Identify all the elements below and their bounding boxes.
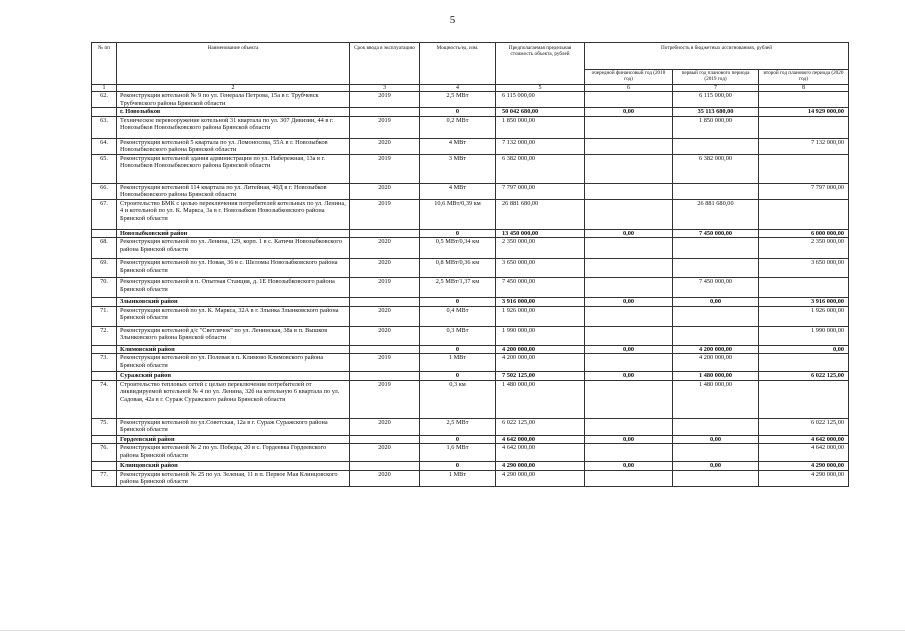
row-number: 65.	[92, 154, 117, 183]
need-2019: 1 480 000,00	[673, 372, 759, 381]
object-name: Техническое перевооружение котельной 31 квартала по ул. 307 Дивизии, 44 в г. Новозыбков Новозыбковского района Брянской области	[117, 116, 350, 138]
object-name: Климовский район	[117, 345, 350, 354]
commission-year	[350, 372, 420, 381]
need-2018	[585, 444, 673, 462]
table-row	[92, 92, 849, 108]
row-number	[92, 298, 117, 307]
scan-artifact-line	[0, 630, 905, 631]
need-2018: 0,00	[585, 372, 673, 381]
header-need: Потребность в бюджетных ассигнованиях, рублей	[585, 43, 849, 70]
need-2020: 4 290 000,00	[759, 462, 849, 471]
capacity: 0	[420, 345, 496, 354]
need-2018	[585, 199, 673, 229]
table-row	[92, 326, 849, 345]
object-name: Реконструкция котельной по ул. К. Маркса, 32А в г. Злынка Злынковского района Брянской области	[117, 306, 350, 326]
need-2019	[673, 183, 759, 199]
header-year: Срок ввода в эксплуатацию	[350, 43, 420, 85]
commission-year: 2020	[350, 138, 420, 154]
need-2019	[673, 326, 759, 345]
column-number: 2	[117, 85, 350, 92]
need-2020: 0,00	[759, 345, 849, 354]
capacity: 1 МВт	[420, 354, 496, 372]
capacity: 1 МВт	[420, 470, 496, 486]
need-2018: 0,00	[585, 298, 673, 307]
need-2018	[585, 183, 673, 199]
estimated-cost: 7 132 000,00	[496, 138, 585, 154]
need-2020: 4 642 000,00	[759, 444, 849, 462]
capacity: 4 МВт	[420, 183, 496, 199]
commission-year: 2020	[350, 326, 420, 345]
capacity: 0	[420, 435, 496, 444]
need-2019: 1 480 000,00	[673, 380, 759, 418]
need-2019: 4 200 000,00	[673, 345, 759, 354]
need-2020: 14 929 000,00	[759, 108, 849, 117]
need-2019	[673, 418, 759, 435]
row-number	[92, 229, 117, 238]
need-2019: 7 450 000,00	[673, 229, 759, 238]
header-2020: второй год планового периода (2020 год)	[759, 70, 849, 85]
need-2018	[585, 380, 673, 418]
table-row	[92, 238, 849, 259]
header-2018: очередной финансовый год (2018 год)	[585, 70, 673, 85]
object-name: Реконструкция котельной № 2 по ул. Победы, 20 в с. Гордеевка Гордеевского района Брянской области	[117, 444, 350, 462]
column-number: 4	[420, 85, 496, 92]
capacity: 0	[420, 298, 496, 307]
investment-table	[91, 42, 849, 487]
row-number	[92, 345, 117, 354]
object-name: Суражский район	[117, 372, 350, 381]
need-2020: 2 350 000,00	[759, 238, 849, 259]
estimated-cost: 6 022 125,00	[496, 418, 585, 435]
subtotal-row	[92, 298, 849, 307]
object-name: Реконструкция котельной № 25 по ул. Зеленая, 11 в п. Первое Мая Клинцовского района Брянской области	[117, 470, 350, 486]
column-number-row	[92, 85, 849, 92]
row-number: 72.	[92, 326, 117, 345]
row-number: 76.	[92, 444, 117, 462]
need-2019: 6 115 000,00	[673, 92, 759, 108]
header-name: Наименование объекта	[117, 43, 350, 85]
column-number: 3	[350, 85, 420, 92]
need-2019	[673, 470, 759, 486]
capacity: 0,3 МВт	[420, 326, 496, 345]
commission-year	[350, 108, 420, 117]
need-2018	[585, 470, 673, 486]
row-number: 68.	[92, 238, 117, 259]
need-2020: 7 132 000,00	[759, 138, 849, 154]
table-row	[92, 259, 849, 278]
capacity: 0,2 МВт	[420, 116, 496, 138]
row-number: 77.	[92, 470, 117, 486]
commission-year: 2020	[350, 470, 420, 486]
commission-year: 2019	[350, 92, 420, 108]
capacity: 4 МВт	[420, 138, 496, 154]
commission-year: 2020	[350, 444, 420, 462]
commission-year	[350, 229, 420, 238]
object-name: Реконструкция котельной по ул.Советская, 12а в г. Сураж Суражского района Брянской области	[117, 418, 350, 435]
table-row	[92, 306, 849, 326]
capacity: 0	[420, 462, 496, 471]
table-row	[92, 116, 849, 138]
need-2020	[759, 92, 849, 108]
column-number: 1	[92, 85, 117, 92]
need-2018: 0,00	[585, 108, 673, 117]
need-2020: 3 916 000,00	[759, 298, 849, 307]
need-2018	[585, 154, 673, 183]
commission-year: 2019	[350, 380, 420, 418]
commission-year: 2019	[350, 278, 420, 298]
capacity: 0,3 км	[420, 380, 496, 418]
commission-year	[350, 345, 420, 354]
row-number: 71.	[92, 306, 117, 326]
commission-year: 2019	[350, 154, 420, 183]
object-name: Реконструкция котельной 5 квартала по ул. Ломоносова, 55А в г. Новозыбков Новозыбковского района Брянской области	[117, 138, 350, 154]
object-name: Реконструкция котельной здания администрации по ул. Набережная, 13а в г. Новозыбков Новозыбковского района Брянской области	[117, 154, 350, 183]
need-2018	[585, 326, 673, 345]
table-row	[92, 354, 849, 372]
row-number: 70.	[92, 278, 117, 298]
capacity: 1,6 МВт	[420, 444, 496, 462]
need-2020: 6 000 000,00	[759, 229, 849, 238]
estimated-cost: 7 797 000,00	[496, 183, 585, 199]
object-name: Реконструкция котельной 114 квартала по ул. Литейная, 40Д в г. Новозыбков Новозыбковского района Брянской области	[117, 183, 350, 199]
commission-year	[350, 435, 420, 444]
table-row	[92, 418, 849, 435]
row-number	[92, 462, 117, 471]
commission-year: 2020	[350, 306, 420, 326]
need-2020: 7 797 000,00	[759, 183, 849, 199]
need-2020: 6 022 125,00	[759, 372, 849, 381]
header-power: Мощность/ед. изм.	[420, 43, 496, 85]
header-num: № пп	[92, 43, 117, 85]
need-2018: 0,00	[585, 435, 673, 444]
commission-year: 2020	[350, 183, 420, 199]
subtotal-row	[92, 229, 849, 238]
need-2020: 4 642 000,00	[759, 435, 849, 444]
subtotal-row	[92, 462, 849, 471]
estimated-cost: 6 382 000,00	[496, 154, 585, 183]
commission-year: 2019	[350, 354, 420, 372]
capacity: 2,5 МВт	[420, 418, 496, 435]
object-name: Реконструкция котельной д/с "Светлячок" по ул. Ленинская, 38а в п. Вышков Злынковского района Брянской области	[117, 326, 350, 345]
estimated-cost: 3 650 000,00	[496, 259, 585, 278]
commission-year: 2019	[350, 116, 420, 138]
need-2018: 0,00	[585, 229, 673, 238]
column-number: 6	[585, 85, 673, 92]
column-number: 8	[759, 85, 849, 92]
subtotal-row	[92, 372, 849, 381]
estimated-cost: 1 850 000,00	[496, 116, 585, 138]
need-2020	[759, 199, 849, 229]
need-2019: 1 850 000,00	[673, 116, 759, 138]
table-row	[92, 183, 849, 199]
table-row	[92, 199, 849, 229]
estimated-cost: 4 200 000,00	[496, 345, 585, 354]
object-name: Клинцовский район	[117, 462, 350, 471]
need-2018	[585, 306, 673, 326]
capacity: 10,6 МВт/0,39 км	[420, 199, 496, 229]
capacity: 0	[420, 372, 496, 381]
object-name: Реконструкция котельной № 9 по ул. Генерала Петрова, 15а в г. Трубчевск Трубчевского района Брянской области	[117, 92, 350, 108]
object-name: Реконструкция котельной по ул. Ленина, 129, корп. 1 в с. Катичи Новозыбковского района Брянской области	[117, 238, 350, 259]
need-2019: 0,00	[673, 435, 759, 444]
estimated-cost: 13 450 000,00	[496, 229, 585, 238]
header-cost: Предполагаемая предельная стоимость объекта, рублей	[496, 43, 585, 85]
need-2018	[585, 116, 673, 138]
estimated-cost: 1 926 000,00	[496, 306, 585, 326]
table-row	[92, 444, 849, 462]
estimated-cost: 3 916 000,00	[496, 298, 585, 307]
object-name: Реконструкция котельной в п. Опытная Станция, д. 1Е Новозыбковского района Брянской области	[117, 278, 350, 298]
commission-year	[350, 298, 420, 307]
page-number: 5	[449, 14, 456, 26]
estimated-cost: 4 290 000,00	[496, 462, 585, 471]
need-2020	[759, 354, 849, 372]
estimated-cost: 1 480 000,00	[496, 380, 585, 418]
table-row	[92, 154, 849, 183]
estimated-cost: 4 290 000,00	[496, 470, 585, 486]
need-2020	[759, 154, 849, 183]
capacity: 0	[420, 108, 496, 117]
need-2019	[673, 238, 759, 259]
row-number: 75.	[92, 418, 117, 435]
object-name: г. Новозыбков	[117, 108, 350, 117]
need-2019: 0,00	[673, 298, 759, 307]
estimated-cost: 4 642 000,00	[496, 435, 585, 444]
commission-year: 2020	[350, 259, 420, 278]
table-row	[92, 470, 849, 486]
need-2019: 26 881 680,00	[673, 199, 759, 229]
need-2018	[585, 92, 673, 108]
table-body	[92, 92, 849, 487]
need-2018	[585, 354, 673, 372]
row-number	[92, 435, 117, 444]
estimated-cost: 7 502 125,00	[496, 372, 585, 381]
row-number: 74.	[92, 380, 117, 418]
need-2018	[585, 238, 673, 259]
need-2020	[759, 116, 849, 138]
table-row	[92, 278, 849, 298]
subtotal-row	[92, 108, 849, 117]
estimated-cost: 4 200 000,00	[496, 354, 585, 372]
need-2020: 1 926 000,00	[759, 306, 849, 326]
need-2019	[673, 259, 759, 278]
need-2019: 35 113 680,00	[673, 108, 759, 117]
table-row	[92, 138, 849, 154]
object-name: Реконструкция котельной по ул. Новая, 36 в с. Шеломы Новозыбковского района Брянской области	[117, 259, 350, 278]
column-number: 5	[496, 85, 585, 92]
capacity: 0,5 МВт/0,34 км	[420, 238, 496, 259]
estimated-cost: 1 990 000,00	[496, 326, 585, 345]
table-row	[92, 380, 849, 418]
row-number: 73.	[92, 354, 117, 372]
row-number: 63.	[92, 116, 117, 138]
row-number: 67.	[92, 199, 117, 229]
need-2019	[673, 306, 759, 326]
need-2020: 6 022 125,00	[759, 418, 849, 435]
estimated-cost: 6 115 000,00	[496, 92, 585, 108]
need-2018: 0,00	[585, 462, 673, 471]
subtotal-row	[92, 345, 849, 354]
object-name: Строительство БМК с целью переключения потребителей котельных по ул. Ленина, 4 и котельной по ул. К. Маркса, 3а в г. Новозыбков Новозыбковского района Брянской области	[117, 199, 350, 229]
need-2019: 4 200 000,00	[673, 354, 759, 372]
row-number: 69.	[92, 259, 117, 278]
estimated-cost: 2 350 000,00	[496, 238, 585, 259]
estimated-cost: 4 642 000,00	[496, 444, 585, 462]
need-2019	[673, 444, 759, 462]
row-number: 64.	[92, 138, 117, 154]
row-number	[92, 108, 117, 117]
need-2018	[585, 138, 673, 154]
need-2020	[759, 278, 849, 298]
capacity: 0,8 МВт/0,36 км	[420, 259, 496, 278]
need-2019: 7 450 000,00	[673, 278, 759, 298]
need-2018	[585, 259, 673, 278]
object-name: Гордеевский район	[117, 435, 350, 444]
commission-year: 2019	[350, 199, 420, 229]
need-2020: 4 290 000,00	[759, 470, 849, 486]
need-2019: 0,00	[673, 462, 759, 471]
header-2019: первый год планового периода (2019 год)	[673, 70, 759, 85]
need-2020: 1 990 000,00	[759, 326, 849, 345]
commission-year: 2020	[350, 238, 420, 259]
capacity: 2,5 МВт	[420, 92, 496, 108]
estimated-cost: 26 881 680,00	[496, 199, 585, 229]
need-2019: 6 382 000,00	[673, 154, 759, 183]
need-2019	[673, 138, 759, 154]
commission-year	[350, 462, 420, 471]
need-2020: 3 650 000,00	[759, 259, 849, 278]
object-name: Злынковский район	[117, 298, 350, 307]
estimated-cost: 50 042 680,00	[496, 108, 585, 117]
commission-year: 2020	[350, 418, 420, 435]
need-2018: 0,00	[585, 345, 673, 354]
row-number	[92, 372, 117, 381]
row-number: 62.	[92, 92, 117, 108]
capacity: 3 МВт	[420, 154, 496, 183]
row-number: 66.	[92, 183, 117, 199]
capacity: 2,5 МВт/1,37 км	[420, 278, 496, 298]
object-name: Реконструкция котельной по ул. Полевая в п. Климово Климовского района Брянской области	[117, 354, 350, 372]
object-name: Строительство тепловых сетей с целью переключения потребителей от ликвидируемой котельной № 4 по ул. Ленина, 32б на котельную 6 квартала по ул. Садовая, 42а в г. Сураж Суражского района Брянской области	[117, 380, 350, 418]
column-number: 7	[673, 85, 759, 92]
need-2020	[759, 380, 849, 418]
capacity: 0,4 МВт	[420, 306, 496, 326]
subtotal-row	[92, 435, 849, 444]
object-name: Новозыбковский район	[117, 229, 350, 238]
estimated-cost: 7 450 000,00	[496, 278, 585, 298]
need-2018	[585, 418, 673, 435]
need-2018	[585, 278, 673, 298]
capacity: 0	[420, 229, 496, 238]
